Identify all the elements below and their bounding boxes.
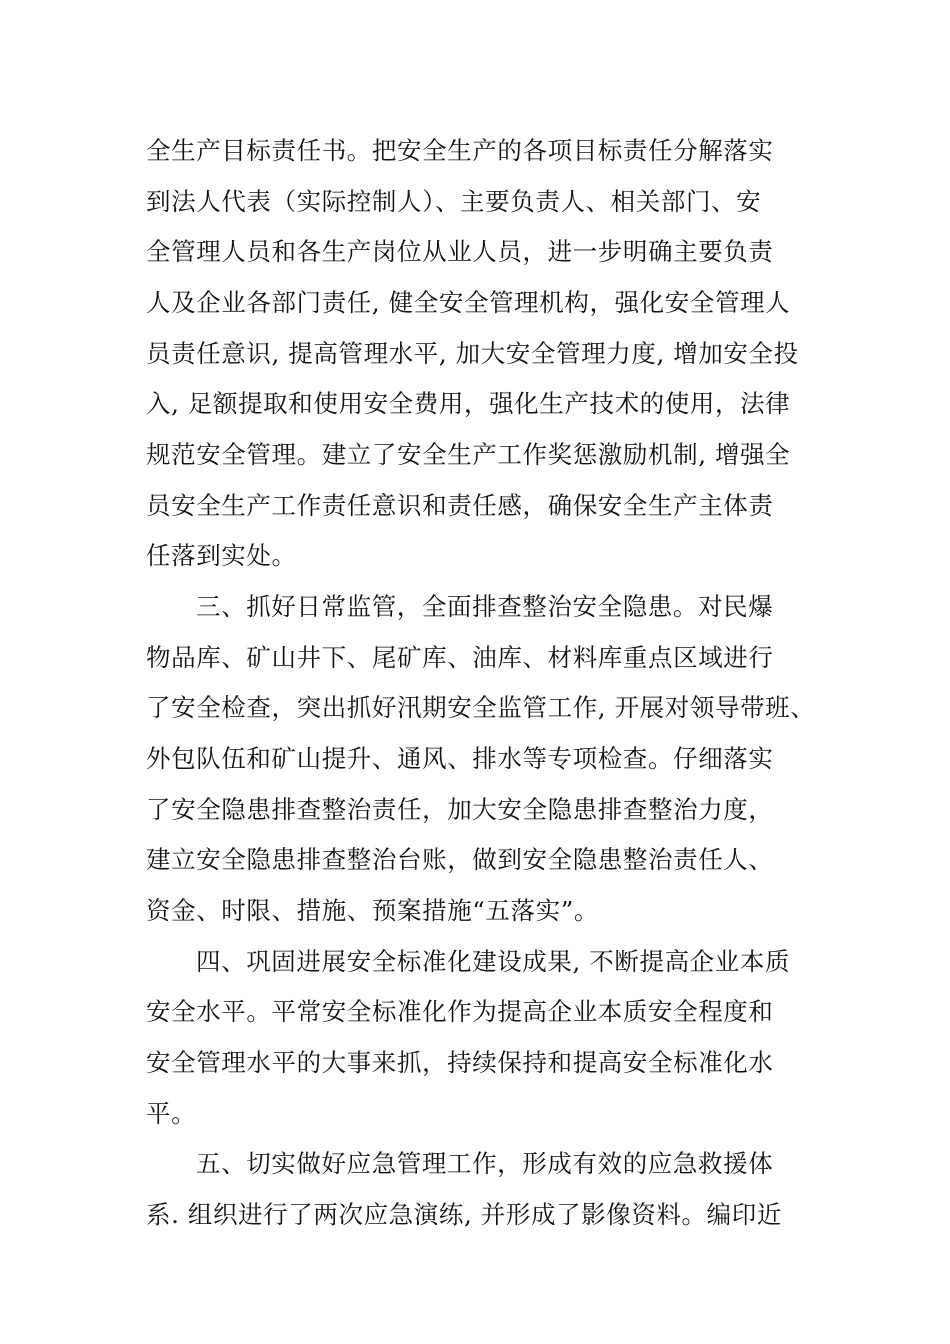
text-line: 全生产目标责任书。把安全生产的各项目标责任分解落实 bbox=[146, 136, 774, 165]
text-line: 物品库、矿山井下、尾矿库、油库、材料库重点区域进行 bbox=[146, 643, 774, 672]
text-line: 系. 组织进行了两次应急演练, 并形成了影像资料。编印近 bbox=[146, 1200, 782, 1229]
text-line: 到法人代表（实际控制人）、主要负责人、相关部门、安 bbox=[146, 187, 762, 216]
text-line: 了安全检查，突出抓好汛期安全监管工作, 开展对领导带班、 bbox=[146, 693, 816, 722]
text-line: 资金、时限、措施、预案措施“五落实”。 bbox=[146, 896, 599, 925]
text-line: 员责任意识, 提高管理水平, 加大安全管理力度, 增加安全投 bbox=[146, 339, 799, 368]
text-line: 全管理人员和各生产岗位从业人员，进一步明确主要负责 bbox=[146, 237, 774, 266]
text-line: 外包队伍和矿山提升、通风、排水等专项检查。仔细落实 bbox=[146, 744, 774, 773]
text-line: 安全管理水平的大事来抓，持续保持和提高安全标准化水 bbox=[146, 1048, 774, 1077]
text-line: 人及企业各部门责任, 健全安全管理机构，强化安全管理人 bbox=[146, 288, 791, 317]
text-line: 平。 bbox=[146, 1099, 197, 1128]
text-line: 员安全生产工作责任意识和责任感，确保安全生产主体责 bbox=[146, 491, 774, 520]
text-line: 建立安全隐患排查整治台账，做到安全隐患整治责任人、 bbox=[146, 845, 774, 874]
text-line: 任落到实处。 bbox=[146, 541, 297, 570]
text-line: 规范安全管理。建立了安全生产工作奖惩激励机制, 增强全 bbox=[146, 440, 791, 469]
text-line: 了安全隐患排查整治责任，加大安全隐患排查整治力度， bbox=[146, 795, 774, 824]
text-line: 入, 足额提取和使用安全费用，强化生产技术的使用，法律 bbox=[146, 389, 791, 418]
paragraph-heading-5: 五、切实做好应急管理工作，形成有效的应急救援体 bbox=[196, 1149, 774, 1178]
paragraph-heading-4: 四、巩固进展安全标准化建设成果, 不断提高企业本质 bbox=[196, 947, 791, 976]
paragraph-heading-3: 三、抓好日常监管，全面排查整治安全隐患。对民爆 bbox=[196, 592, 774, 621]
text-line: 安全水平。平常安全标准化作为提高企业本质安全程度和 bbox=[146, 997, 774, 1026]
